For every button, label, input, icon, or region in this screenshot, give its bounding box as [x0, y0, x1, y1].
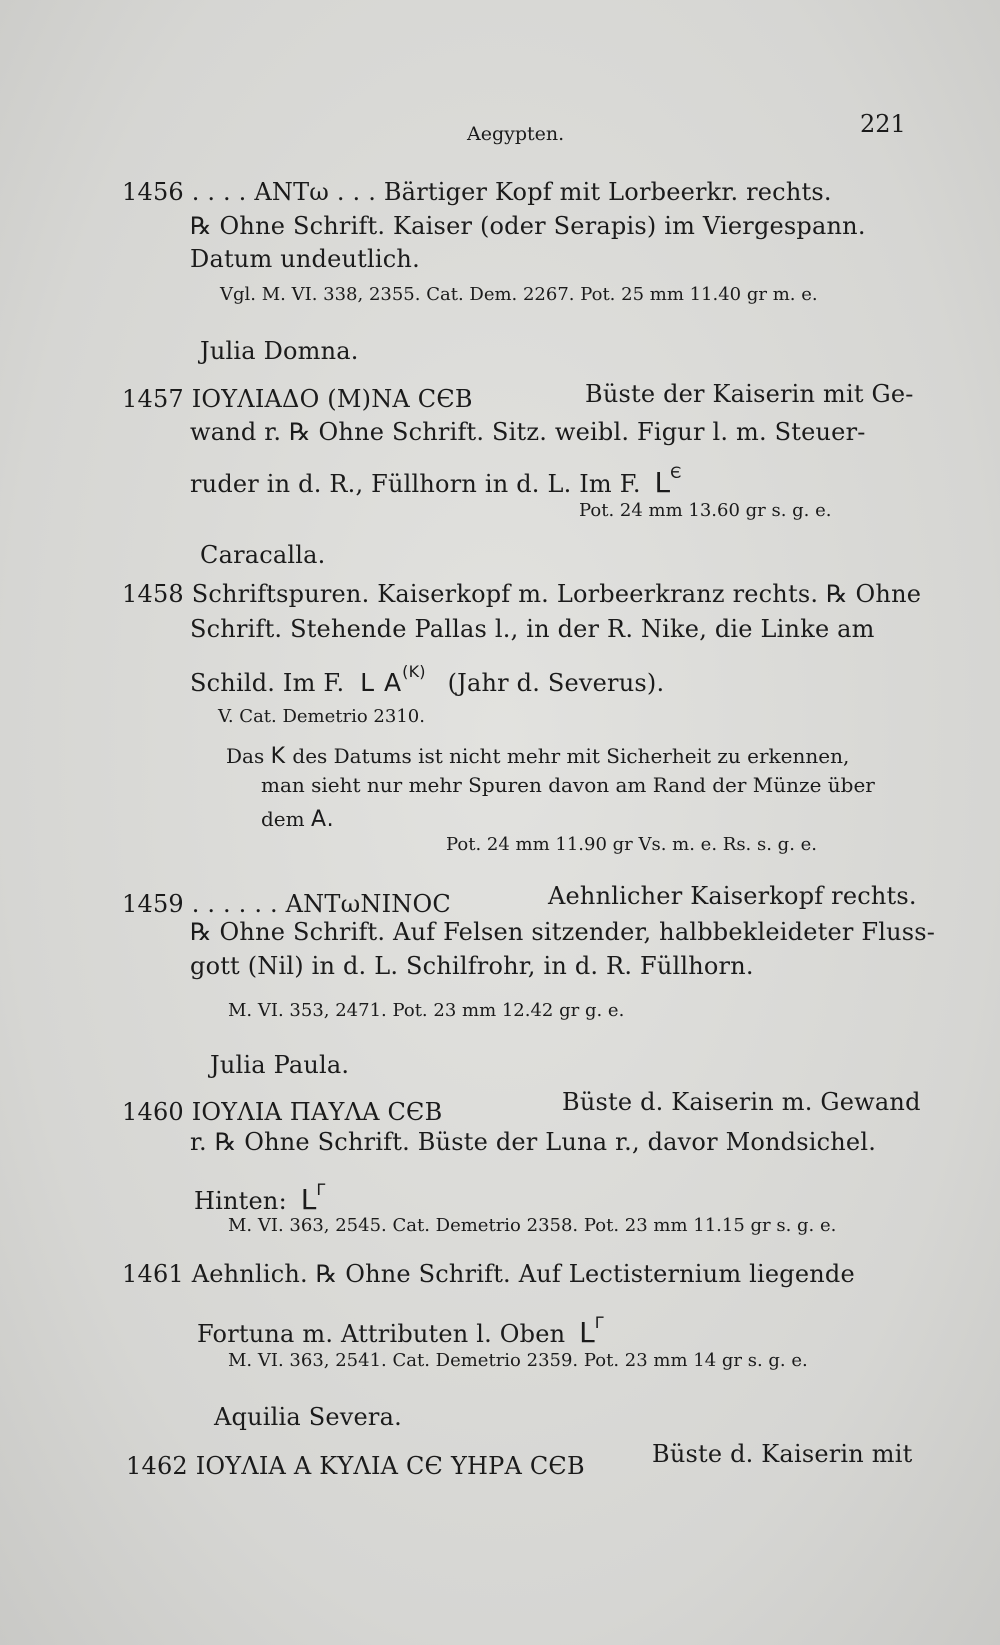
- entry-1458-line-1: 1458 Schriftspuren. Kaiserkopf m. Lorbeerkranz rechts. ℞ Ohne: [122, 580, 922, 608]
- entry-1461-line-2: Fortuna m. Attributen l. Oben $L^\Gamma$: [197, 1313, 604, 1349]
- entry-1459-line-2: ℞ Ohne Schrift. Auf Felsen sitzender, halbbekleideter Fluss-: [190, 918, 936, 946]
- entry-1458-line-3: Schild. Im F. L $A^{(K)}$ (Jahr d. Severus).: [190, 662, 665, 697]
- entry-1458-note-line-3: dem A.: [261, 807, 335, 832]
- entry-1460-line-1-desc: Büste d. Kaiserin m. Gewand: [562, 1088, 921, 1116]
- entry-1459-line-1-desc: Aehnlicher Kaiserkopf rechts.: [548, 882, 917, 910]
- entry-1461-line-1: 1461 Aehnlich. ℞ Ohne Schrift. Auf Lectisternium liegende: [122, 1260, 855, 1288]
- entry-1459-reference: M. VI. 353, 2471. Pot. 23 mm 12.42 gr g. e.: [228, 1000, 625, 1021]
- entry-1460-legend: 1460 ΙΟΥΛΙΑ ΠΑΥΛΑ CЄΒ: [122, 1098, 443, 1126]
- entry-1458-weight: Pot. 24 mm 11.90 gr Vs. m. e. Rs. s. g. e.: [446, 834, 818, 855]
- page-number: 221: [860, 110, 906, 138]
- section-heading-aquilia-severa: Aquilia Severa.: [214, 1403, 402, 1431]
- entry-1457-line-1-desc: Büste der Kaiserin mit Ge-: [585, 380, 914, 408]
- entry-1456-line-2: ℞ Ohne Schrift. Kaiser (oder Serapis) im Viergespann.: [190, 212, 866, 240]
- entry-1456-line-3: Datum undeutlich.: [190, 245, 420, 273]
- entry-1460-reference: M. VI. 363, 2545. Cat. Demetrio 2358. Pot. 23 mm 11.15 gr s. g. e.: [228, 1215, 837, 1236]
- entry-1459-line-3: gott (Nil) in d. L. Schilfrohr, in d. R. Füllhorn.: [190, 952, 754, 980]
- date-symbol-epsilon: Є: [670, 463, 682, 482]
- entry-1459-legend: 1459 . . . . . . ΑΝΤωΝΙΝΟC: [122, 890, 451, 918]
- entry-1462-legend: 1462 ΙΟΥΛΙΑ Α ΚΥΛΙΑ CЄ ΥΗΡΑ CЄΒ: [126, 1452, 585, 1480]
- date-symbol-la: L A: [360, 668, 403, 697]
- date-symbol-k: (K): [402, 662, 426, 681]
- section-heading-julia-paula: Julia Paula.: [210, 1051, 350, 1079]
- running-header: Aegypten.: [467, 123, 565, 145]
- entry-1456-line-1: 1456 . . . . ANTω . . . Bärtiger Kopf mit Lorbeerkr. rechts.: [122, 178, 832, 206]
- entry-1457-weight: Pot. 24 mm 13.60 gr s. g. e.: [579, 500, 832, 521]
- entry-1460-line-2: r. ℞ Ohne Schrift. Büste der Luna r., davor Mondsichel.: [190, 1128, 877, 1156]
- entry-1461-reference: M. VI. 363, 2541. Cat. Demetrio 2359. Pot. 23 mm 14 gr s. g. e.: [228, 1350, 808, 1371]
- entry-1457-line-2: wand r. ℞ Ohne Schrift. Sitz. weibl. Figur l. m. Steuer-: [190, 418, 866, 446]
- entry-1457-line-3: ruder in d. R., Füllhorn in d. L. Im F. $L^Є$: [190, 463, 682, 499]
- entry-1460-line-3: Hinten: $L^\Gamma$: [194, 1180, 326, 1216]
- entry-1458-note-line-2: man sieht nur mehr Spuren davon am Rand der Münze über: [261, 773, 875, 797]
- entry-1458-line-2: Schrift. Stehende Pallas l., in der R. Nike, die Linke am: [190, 615, 875, 643]
- entry-1457-legend: 1457 ΙΟΥΛΙΑΔΟ (Μ)ΝΑ CЄΒ: [122, 385, 473, 413]
- date-symbol-l: L: [654, 466, 671, 499]
- entry-1462-line-1-desc: Büste d. Kaiserin mit: [652, 1440, 913, 1468]
- section-heading-julia-domna: Julia Domna.: [200, 337, 359, 365]
- entry-1456-reference: Vgl. M. VI. 338, 2355. Cat. Dem. 2267. Pot. 25 mm 11.40 gr m. e.: [220, 284, 818, 305]
- section-heading-caracalla: Caracalla.: [200, 541, 326, 569]
- entry-1458-note-line-1: Das K des Datums ist nicht mehr mit Sicherheit zu erkennen,: [226, 744, 850, 769]
- entry-1458-reference: V. Cat. Demetrio 2310.: [218, 706, 425, 727]
